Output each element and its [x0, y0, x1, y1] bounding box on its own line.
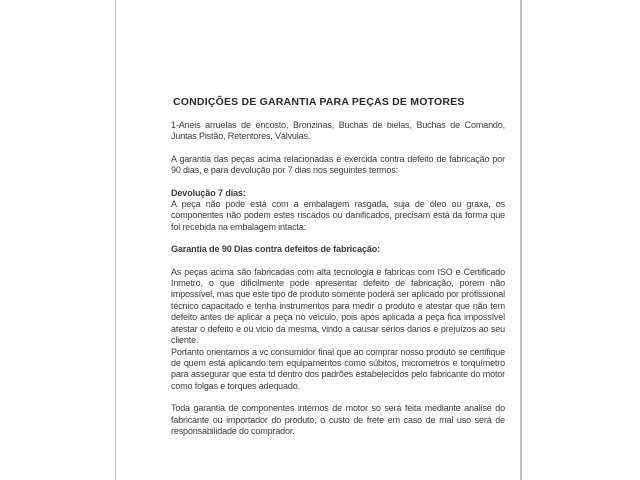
page-left-edge	[115, 0, 116, 480]
document-title: CONDIÇÕES DE GARANTIA PARA PEÇAS DE MOTORES	[173, 96, 465, 108]
internal-components-warranty-paragraph: Toda garantia de componentes internos de motor so será feita mediante analise do fabricante ou importador do produto, o custo de frete em caso de mal uso será de responsabilidade do comprador.	[171, 403, 505, 436]
consumer-guidance-paragraph: Portanto orientamos a vc consumidor final que ao comprar nosso produto se certifique de quem está aplicando tem equipamentos como súbitos, micrometros e torquímetro para assegurar que esta td dentro dos padrões estabelecidos pelo fabricante do motor como folgas e torques adequado.	[171, 346, 505, 391]
warranty-summary-paragraph: A garantia das peças acima relacionadas é exercida contra defeito de fabricação por 90 dias, e para devolução por 7 dias nos seguintes termos:	[171, 153, 505, 176]
fabrication-defect-paragraph: As peças acima são fabricadas com alta tecnologia e fabricas com ISO e Certificado Inmetro, o que dificilmente pode apresentar defeito de fabricação, porem não impossível, mas que este tipo de produto somente poderá ser aplicado por profissional técnico capacitado e tenha instrumentos para medir o produto e atestar que não tem defeito antes de aplicar a peça no veículo, pois após aplicada a peça fica impossível atestar o defeito e ou vicio da mesma, vindo a causar sérios danos e prejuízos ao seu cliente.	[171, 266, 505, 346]
document-page	[171, 96, 505, 437]
devolucao-conditions-paragraph: A peça não pode está com a embalagem rasgada, suja de óleo ou graxa, os componentes não podem estes riscados ou danificados, precisam está da forma que foi recebida na embalagem intacta:	[171, 199, 505, 232]
parts-list-paragraph: 1-Aneis arruelas de encosto, Bronzinas, Buchas de bielas, Buchas de Comando, Juntas Pistão, Retentores, Válvulas.	[171, 120, 505, 142]
heading-devolucao-7-dias: Devolução 7 dias:	[171, 187, 246, 198]
page-right-edge	[520, 0, 522, 480]
heading-garantia-90-dias: Garantia de 90 Dias contra defeitos de fabricação:	[171, 244, 381, 255]
